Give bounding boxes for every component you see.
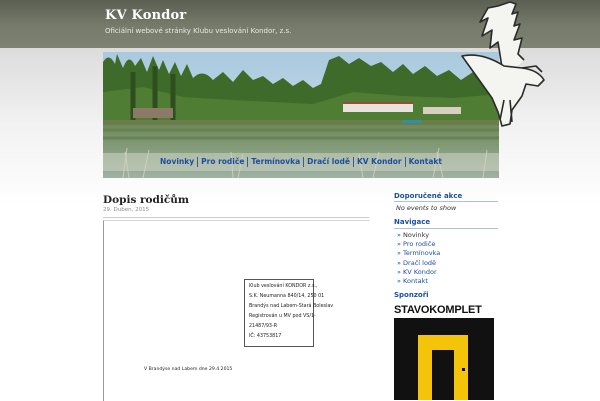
letter-address-line: Registrován u MV pod VS/1- <box>249 314 316 319</box>
letter-address-line: Klub veslování KONDOR z.s., <box>249 284 318 289</box>
bullet-arrow-icon: » <box>397 258 404 267</box>
bullet-arrow-icon: » <box>397 277 404 286</box>
post-divider <box>103 217 369 218</box>
sponsor-logo-door-knob <box>462 368 465 371</box>
nav-novinky[interactable]: Novinky <box>157 157 198 167</box>
events-empty-message: No events to show <box>396 204 457 212</box>
sidebar-item-novinky[interactable] <box>397 231 440 240</box>
sponsor-logo-image[interactable] <box>394 318 494 400</box>
widget-title-sponsors: Sponzoři <box>394 291 429 299</box>
site-description: Oficiální webové stránky Klubu veslování Kondor, z.s. <box>105 27 292 35</box>
post-date: 29. Duben, 2015 <box>103 207 150 213</box>
bullet-arrow-icon: » <box>397 267 404 276</box>
widget-title-navigation: Navigace <box>394 218 431 226</box>
sidebar-item-label: Dračí lodě <box>403 258 437 267</box>
site-title[interactable]: KV Kondor <box>105 8 187 23</box>
letter-address-line: Brandýs nad Labem-Stará Boleslav <box>249 304 334 309</box>
letter-address-line: 21487/93-R <box>249 324 278 329</box>
sidebar-item-pro-rodice[interactable] <box>397 240 440 249</box>
bullet-arrow-icon: » <box>397 240 404 249</box>
sidebar-item-label: Novinky <box>403 231 430 239</box>
widget-divider <box>394 201 498 202</box>
sidebar-item-label: KV Kondor <box>403 267 437 276</box>
sidebar-item-label: Pro rodiče <box>403 240 436 249</box>
eagle-logo-icon <box>452 0 562 132</box>
letter-address-line: IČ: 43753817 <box>249 334 282 339</box>
sponsor-name[interactable]: STAVOKOMPLET <box>394 304 494 317</box>
letter-address-box <box>244 279 334 347</box>
bullet-arrow-icon: » <box>397 231 404 239</box>
sidebar-item-label: Kontakt <box>403 277 428 286</box>
bullet-arrow-icon: » <box>397 249 404 258</box>
widget-title-events: Doporučené akce <box>394 192 463 200</box>
sidebar-item-terminovka[interactable] <box>397 249 440 258</box>
sidebar-item-label: Termínovka <box>403 249 441 258</box>
sidebar-navigation <box>397 231 440 286</box>
nav-draci-lode[interactable]: Dračí lodě <box>304 157 354 167</box>
nav-pro-rodice[interactable]: Pro rodiče <box>198 157 248 167</box>
letter-address-line: S.K. Neumanna 840/14, 250 01 <box>249 294 325 299</box>
nav-kv-kondor[interactable]: KV Kondor <box>354 157 406 167</box>
main-navigation <box>103 153 499 171</box>
sidebar-item-kontakt[interactable] <box>397 277 440 286</box>
post-title[interactable]: Dopis rodičům <box>103 194 190 206</box>
letter-date-line: V Brandýse nad Labem dne 29.4.2015 <box>144 367 233 372</box>
widget-divider <box>394 228 498 229</box>
letter-scan-image[interactable] <box>103 220 370 401</box>
sidebar-item-kv-kondor[interactable] <box>397 268 440 277</box>
sponsor-logo-door-opening <box>432 350 454 400</box>
sidebar-item-draci-lode[interactable] <box>397 259 440 268</box>
nav-terminovka[interactable]: Termínovka <box>248 157 304 167</box>
nav-kontakt[interactable]: Kontakt <box>408 157 442 166</box>
